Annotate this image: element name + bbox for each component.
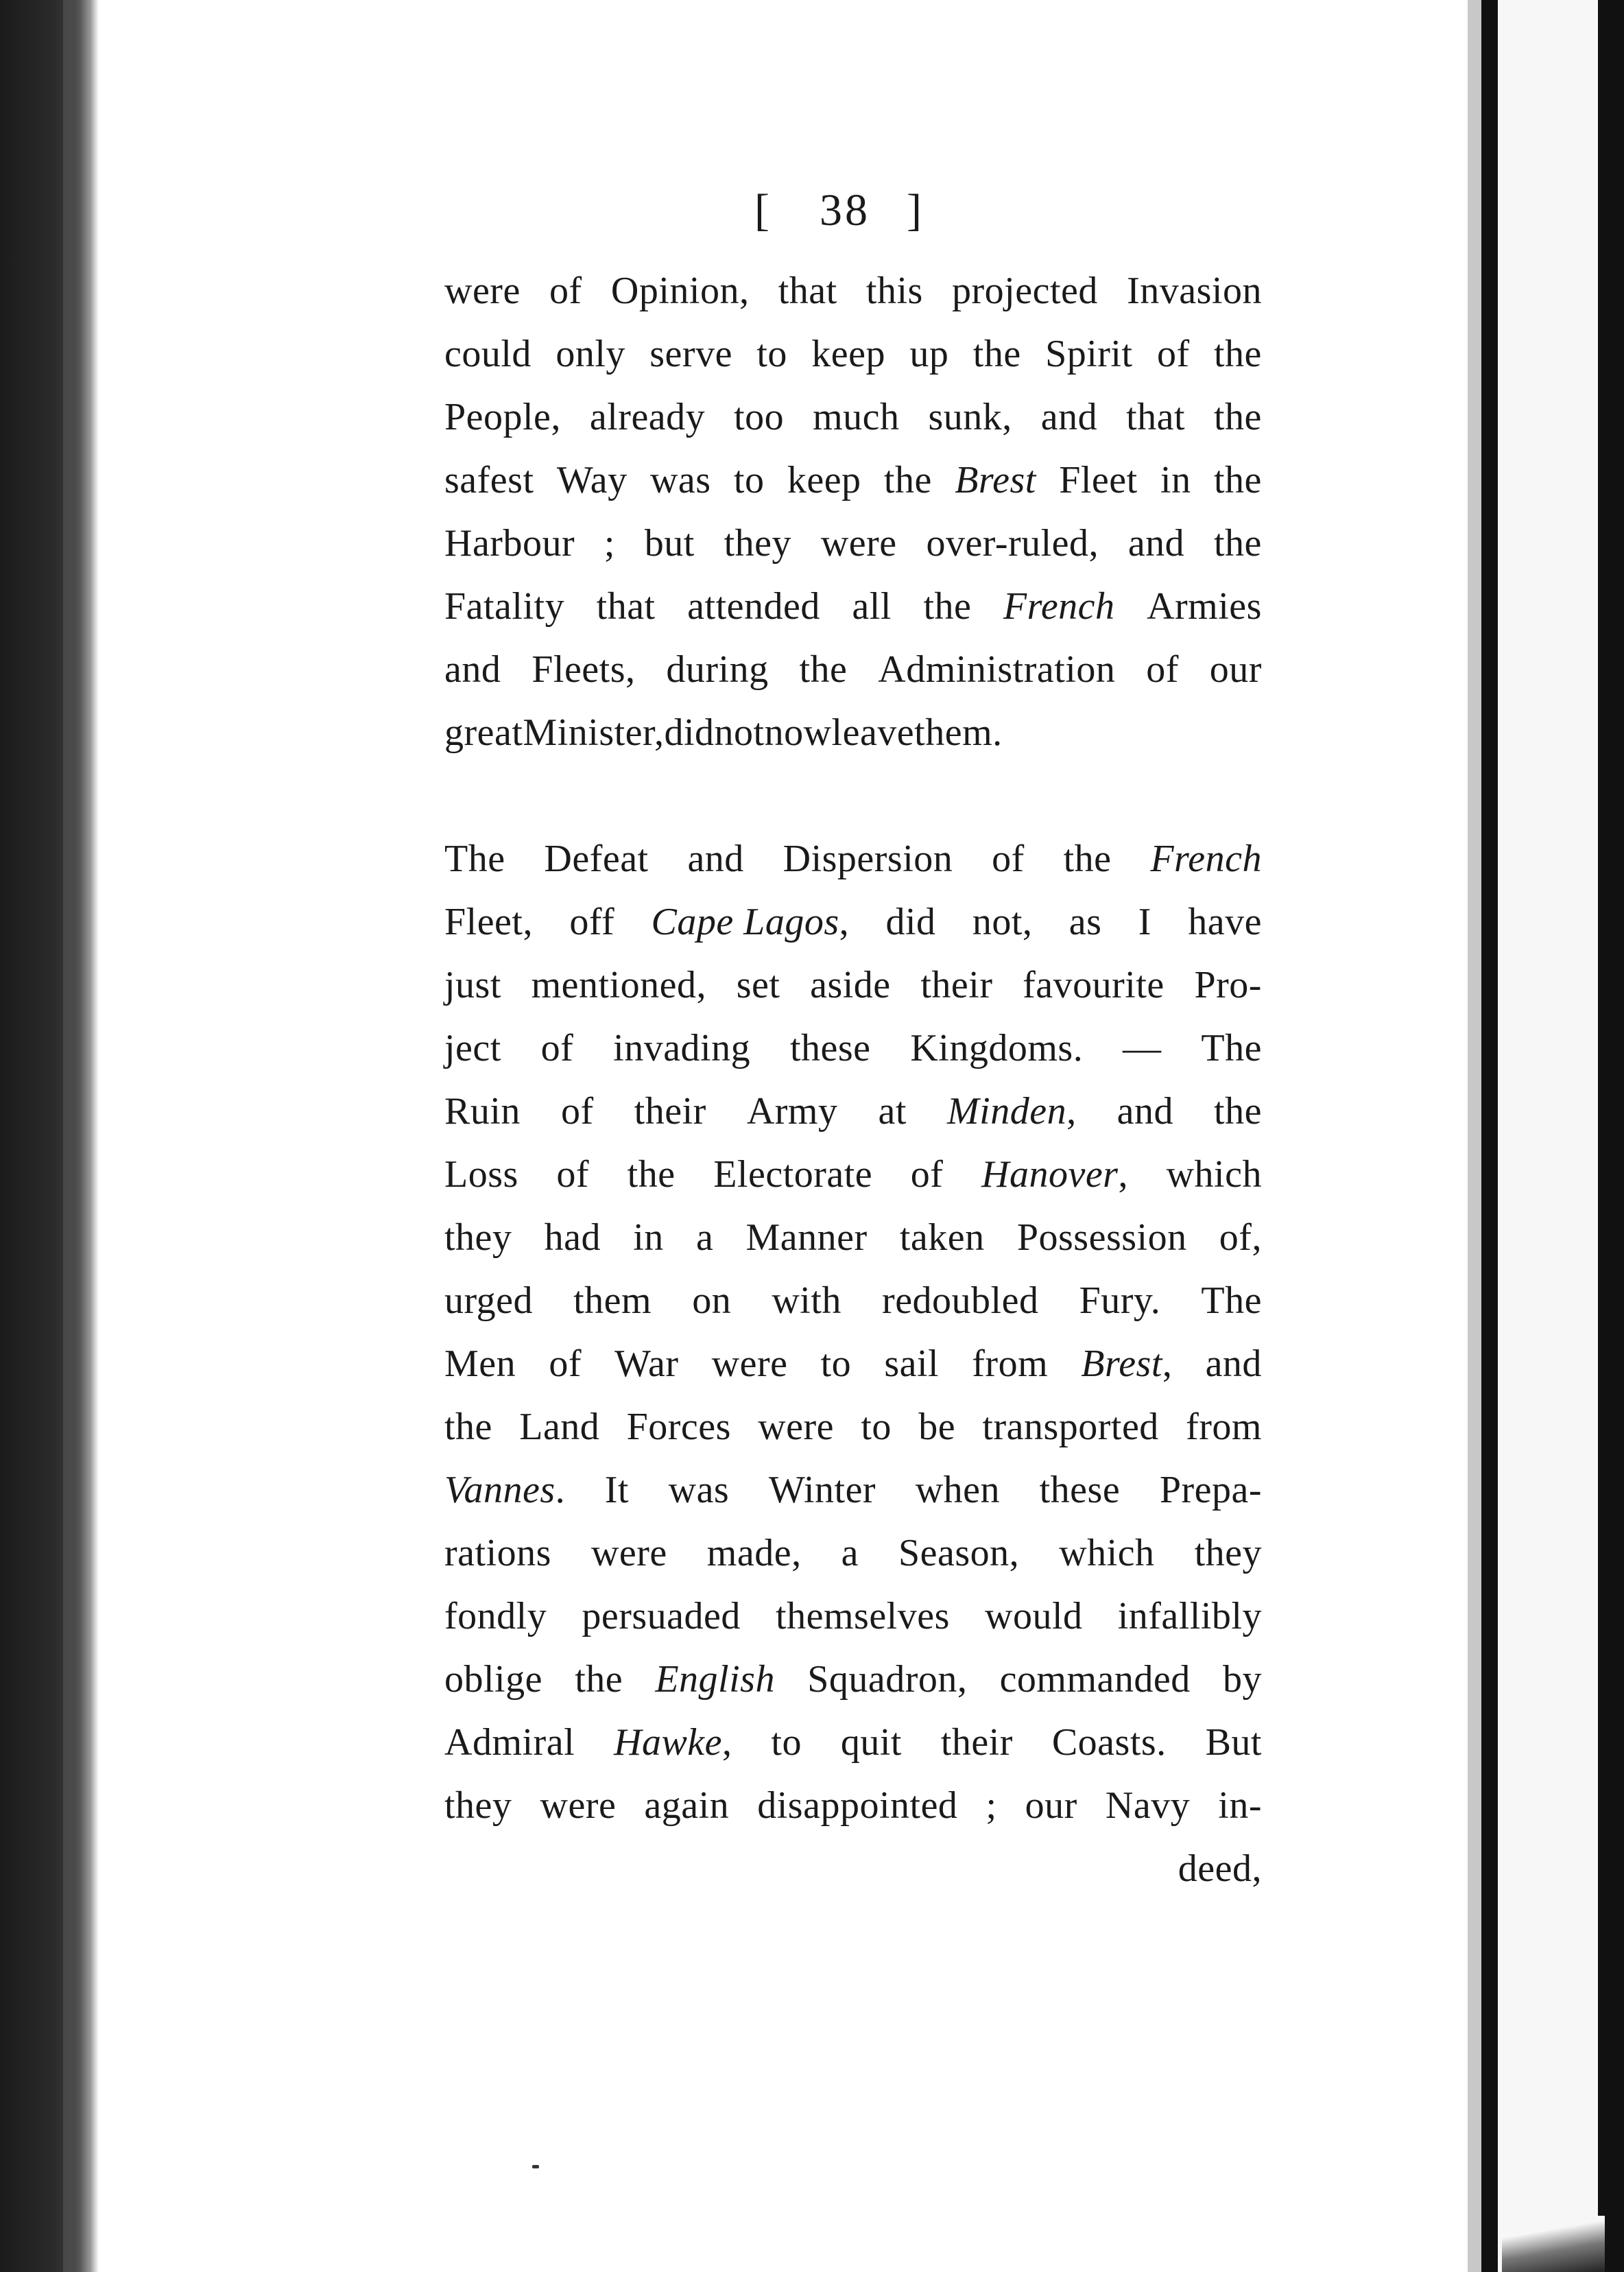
paragraph-break [444,764,1262,827]
word: Minden, [947,1090,1077,1133]
word: safest [444,459,534,501]
word: only [556,333,625,375]
word: a [695,1216,714,1259]
word: Manner [745,1216,868,1259]
word: as [1068,901,1102,943]
word: them [573,1279,652,1322]
word: by [1222,1658,1262,1701]
text-line [444,259,1262,322]
page-edge-shadow [89,0,99,2272]
word: the [1213,522,1262,565]
text-line [444,386,1262,449]
word: with [772,1279,841,1322]
word: Army [746,1090,838,1133]
word: the [1213,459,1262,501]
word: the [1063,838,1112,880]
word: of [992,838,1025,880]
word: again [644,1784,730,1827]
word: that [1126,396,1186,438]
word: but [644,522,695,565]
word: that [778,270,837,312]
word: the [1214,396,1262,438]
word: ; [986,1784,997,1827]
word: of [1146,648,1179,691]
word: be [918,1406,956,1448]
word: French [1150,838,1262,880]
word: Way [556,459,628,501]
word: when [915,1469,1000,1511]
word: at [878,1090,907,1133]
header-bracket-open: [ [754,185,769,235]
word: Dispersion [783,838,953,880]
word: But [1205,1721,1262,1764]
text-line [444,954,1262,1017]
word: Squadron, [807,1658,968,1701]
word: Harbour [444,522,575,565]
word: of, [1219,1216,1262,1259]
word: were [444,270,521,312]
text-line [444,638,1262,701]
word: their [634,1090,706,1133]
word: Men [444,1342,516,1385]
ink-mark [532,2165,539,2168]
word: from [972,1342,1049,1385]
word: Fatality [444,585,565,628]
word: too [734,396,785,438]
word: just [444,964,501,1006]
word: Forces [626,1406,731,1448]
word: of [549,270,582,312]
word: to [771,1721,802,1764]
word: their [940,1721,1013,1764]
word: serve [649,333,732,375]
word: attended [687,585,820,628]
catchword: deed, [1178,1847,1262,1890]
word: transported [982,1406,1159,1448]
text-line [444,1269,1262,1332]
left-binding-strip [63,0,81,2272]
word: the [575,1658,623,1701]
word: Defeat [544,838,649,880]
word: was [668,1469,730,1511]
word: oblige [444,1658,542,1701]
text-line [444,575,1262,638]
word: sail [884,1342,940,1385]
next-page-dark-edge [1598,0,1624,2272]
word: could [444,333,532,375]
word: Prepa- [1159,1469,1262,1511]
word: all [852,585,892,628]
word: Coasts. [1051,1721,1167,1764]
word: keep [811,333,885,375]
word: Land [519,1406,600,1448]
word: our [1209,648,1262,691]
word: Spirit [1045,333,1133,375]
word: infallibly [1117,1595,1262,1637]
text-line [444,449,1262,512]
word: already [589,396,706,438]
word: persuaded [582,1595,741,1637]
word: of [910,1153,944,1196]
next-page-corner [1502,2216,1605,2272]
word: were [820,522,897,565]
text-line [444,1206,1262,1269]
word: sunk, [928,396,1012,438]
word: Fleets, [532,648,636,691]
word: The [1201,1279,1262,1322]
word: they [444,1784,512,1827]
word: they [444,1216,512,1259]
word: them. [914,711,1003,754]
word: which [1166,1153,1262,1196]
word: French [1003,585,1115,628]
word: did [664,711,715,754]
word: — [1123,1027,1162,1069]
word: Administration [878,648,1116,691]
word: much [813,396,900,438]
text-line [444,1648,1262,1711]
word: to [820,1342,852,1385]
word: set [736,964,780,1006]
word: Season, [898,1532,1020,1574]
text-line [444,1332,1262,1395]
page-header [727,180,946,241]
word: disappointed [757,1784,958,1827]
word: not, [972,901,1033,943]
word: the [444,1406,492,1448]
word: now [764,711,832,754]
word: that [596,585,656,628]
word: in [1160,459,1191,501]
word: had [544,1216,601,1259]
word: and [1127,522,1185,565]
word: of [540,1027,574,1069]
catchword-line [444,1837,1262,1900]
word: and [1205,1342,1262,1385]
text-line [444,1017,1262,1080]
word: their [920,964,993,1006]
word: from [1186,1406,1262,1448]
text-line [444,1774,1262,1837]
word: redoubled [882,1279,1039,1322]
word: of [1156,333,1190,375]
word: the [1214,1090,1262,1133]
word: Invasion [1127,270,1262,312]
word: Brest, [1081,1342,1173,1385]
word: Possession [1016,1216,1187,1259]
word: and [1116,1090,1173,1133]
word: Hawke, [614,1721,732,1764]
text-line [444,1395,1262,1458]
word: Admiral [444,1721,575,1764]
word: Hanover, [981,1153,1128,1196]
word: not [714,711,765,754]
right-binding [1481,0,1498,2272]
word: mentioned, [531,964,706,1006]
word: ; [604,522,615,565]
word: these [789,1027,871,1069]
word: Brest [955,459,1036,501]
word: were [590,1532,667,1574]
word: It [604,1469,629,1511]
word: invading [613,1027,751,1069]
word: Navy [1105,1784,1191,1827]
word: was [649,459,711,501]
word: and [1040,396,1098,438]
word: Winter [768,1469,876,1511]
word: themselves [776,1595,950,1637]
word: a [841,1532,859,1574]
word: War [614,1342,679,1385]
word: aside [810,964,891,1006]
word: they [724,522,792,565]
word: the [972,333,1021,375]
word: quit [840,1721,902,1764]
word: Minister, [523,711,665,754]
word: off [569,901,615,943]
word: and [687,838,744,880]
word: Ruin [444,1090,521,1133]
word: the [799,648,848,691]
word: fondly [444,1595,547,1637]
word: the [883,459,932,501]
word: Vannes. [444,1469,566,1511]
word: over-ruled, [926,522,1099,565]
word: to [861,1406,892,1448]
text-line [444,1585,1262,1648]
word: taken [899,1216,985,1259]
word: Fury. [1079,1279,1161,1322]
text-line [444,827,1262,890]
word: of [560,1090,594,1133]
word: of [556,1153,590,1196]
word: projected [952,270,1098,312]
paragraph-1 [444,259,1262,764]
word: were [540,1784,617,1827]
word: Fleet, [444,901,533,943]
word: the [1213,333,1262,375]
word: Opinion, [610,270,750,312]
word: up [909,333,949,375]
text-line [444,1080,1262,1143]
word: these [1039,1469,1121,1511]
word: Fleet [1059,459,1138,501]
word: our [1025,1784,1077,1827]
word: would [985,1595,1083,1637]
word: People, [444,396,561,438]
word: Loss [444,1153,518,1196]
text-line [444,1711,1262,1774]
word: in- [1218,1784,1262,1827]
text-line [444,701,1262,764]
body-text [444,259,1262,1900]
word: favourite [1023,964,1165,1006]
text-line [444,1143,1262,1206]
word: on [692,1279,732,1322]
page-number: 38 [820,185,870,235]
paragraph-2 [444,827,1262,1837]
word: have [1188,901,1262,943]
word: did [885,901,936,943]
word: they [1194,1532,1262,1574]
word: keep [787,459,861,501]
header-bracket-close: ] [907,185,922,235]
word: leave [831,711,915,754]
text-line [444,1458,1262,1522]
text-line [444,890,1262,954]
right-gutter [1468,0,1481,2272]
word: commanded [999,1658,1191,1701]
word: were [711,1342,788,1385]
text-line [444,512,1262,575]
word: English [655,1658,775,1701]
word: The [1201,1027,1262,1069]
word: Armies [1147,585,1262,628]
word: urged [444,1279,533,1322]
word: Cape Lagos, [651,901,850,943]
word: made, [706,1532,802,1574]
word: Kingdoms. [910,1027,1084,1069]
word: were [758,1406,835,1448]
text-line [444,322,1262,386]
word: the [627,1153,676,1196]
word: to [733,459,765,501]
word: Electorate [713,1153,873,1196]
word: in [633,1216,664,1259]
word: great [444,711,523,754]
word: which [1059,1532,1155,1574]
word: rations [444,1532,551,1574]
word: and [444,648,501,691]
word: this [865,270,923,312]
text-line [444,1522,1262,1585]
word: during [666,648,769,691]
word: The [444,838,505,880]
word: I [1138,901,1151,943]
word: of [549,1342,582,1385]
word: ject [444,1027,501,1069]
word: the [923,585,972,628]
word: to [756,333,787,375]
word: Pro- [1194,964,1262,1006]
